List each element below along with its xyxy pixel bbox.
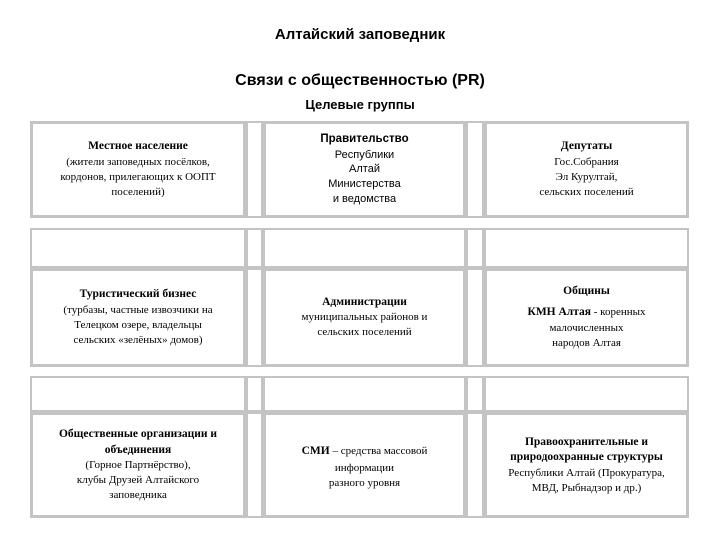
cell-heading: Депутаты xyxy=(560,140,613,153)
cell-tourism-business xyxy=(30,268,246,367)
cell-text-line: и ведомства xyxy=(332,193,397,206)
groups-heading: Целевые группы xyxy=(305,97,415,112)
cell-text-line: МВД, Рыбнадзор и др.) xyxy=(531,481,642,494)
cell-heading: Правоохранительные и xyxy=(524,435,649,448)
cell-heading: Туристический бизнес xyxy=(79,288,197,301)
cell-text-line: Телецком озере, владельцы xyxy=(74,318,202,331)
spacer-cell xyxy=(30,376,246,412)
cell-government xyxy=(263,121,466,218)
cell-text-line: Республики xyxy=(334,148,395,161)
cell-heading-part: КМН Алтая xyxy=(527,305,592,318)
cell-text-line: (жители заповедных посёлков, xyxy=(66,155,210,168)
spacer-cell xyxy=(263,376,466,412)
spacer-cell xyxy=(466,376,484,412)
cell-text-line: заповедника xyxy=(109,488,167,501)
spacer-cell xyxy=(466,412,484,518)
spacer-cell xyxy=(484,228,689,268)
cell-text-line: сельских «зелёных» домов) xyxy=(73,333,203,346)
cell-law-enforcement xyxy=(484,412,689,518)
cell-text-line: информации xyxy=(334,461,395,474)
cell-text-line: сельских поселений xyxy=(539,185,634,198)
spacer-cell xyxy=(30,228,246,268)
cell-indigenous-communities xyxy=(484,268,689,367)
cell-heading-line xyxy=(527,300,645,322)
cell-text-line: (турбазы, частные извозчики на xyxy=(63,303,213,316)
cell-text-line: малочисленных xyxy=(549,322,624,335)
cell-text-line: кордонов, прилегающих к ООПТ xyxy=(60,170,216,183)
cell-heading: Общественные организации и xyxy=(58,428,218,441)
title: Алтайский заповедник xyxy=(274,26,446,43)
cell-text-line: сельских поселений xyxy=(317,326,412,339)
cell-text-line: Министерства xyxy=(328,178,401,191)
cell-heading: Администрации xyxy=(322,295,407,308)
cell-text-line: Гос.Собрания xyxy=(554,155,619,168)
cell-heading: Правительство xyxy=(320,133,409,146)
cell-text-line: клубы Друзей Алтайского xyxy=(76,474,200,487)
spacer-cell xyxy=(246,228,263,268)
spacer-cell xyxy=(246,412,263,518)
spacer-cell xyxy=(246,376,263,412)
cell-text-part: - коренных xyxy=(591,305,646,318)
cell-text-line: разного уровня xyxy=(328,476,401,489)
cell-administration xyxy=(263,268,466,367)
cell-heading: природоохранные структуры xyxy=(510,451,663,464)
cell-media xyxy=(263,412,466,518)
spacer-cell xyxy=(263,228,466,268)
cell-text-line: Эл Курултай, xyxy=(555,170,618,183)
cell-text-line: поселений) xyxy=(111,185,165,198)
spacer-cell xyxy=(466,121,484,218)
cell-heading-line xyxy=(302,439,428,461)
subtitle: Связи с общественностью (PR) xyxy=(235,72,485,89)
cell-public-organizations xyxy=(30,412,246,518)
cell-text-line: Республики Алтай (Прокуратура, xyxy=(508,466,665,479)
cell-heading: объединения xyxy=(104,443,172,456)
cell-text-line: Алтай xyxy=(349,163,380,176)
spacer-cell xyxy=(246,268,263,367)
cell-deputies xyxy=(484,121,689,218)
cell-heading-part: СМИ xyxy=(301,445,330,458)
cell-text-part: – средства массовой xyxy=(329,445,428,458)
spacer-cell xyxy=(466,228,484,268)
cell-local-population xyxy=(30,121,246,218)
cell-heading: Местное население xyxy=(88,140,188,153)
spacer-cell xyxy=(246,121,263,218)
cell-text-line: муниципальных районов и xyxy=(301,311,428,324)
cell-heading: Общины xyxy=(563,285,610,298)
spacer-cell xyxy=(466,268,484,367)
spacer-cell xyxy=(484,376,689,412)
cell-text-line: народов Алтая xyxy=(552,337,621,350)
cell-text-line: (Горное Партнёрство), xyxy=(85,459,191,472)
